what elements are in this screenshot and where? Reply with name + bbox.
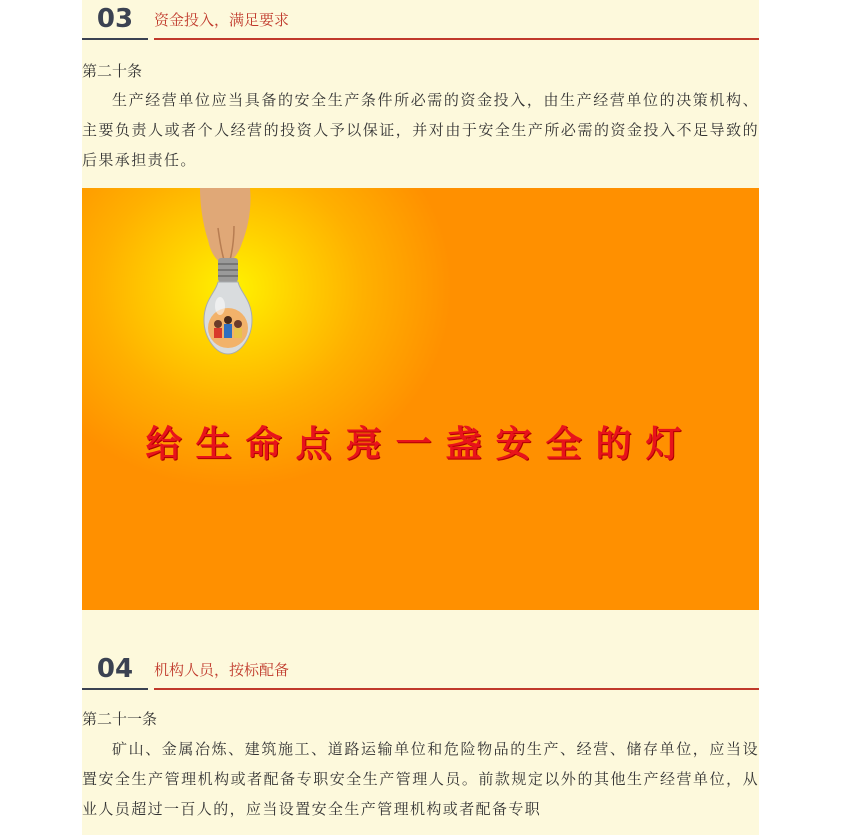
safety-banner-image [82, 188, 759, 610]
article-body-21: 矿山、金属冶炼、建筑施工、道路运输单位和危险物品的生产、经营、储存单位，应当设置安全生产管理机构或者配备专职安全生产管理人员。前款规定以外的其他生产经营单位，从业人员超过一百人的，应当设置安全生产管理机构或者配备专职 [82, 740, 759, 818]
section-header-03 [82, 0, 759, 44]
article-body-20: 生产经营单位应当具备的安全生产条件所必需的资金投入，由生产经营单位的决策机构、主要负责人或者个人经营的投资人予以保证，并对由于安全生产所必需的资金投入不足导致的后果承担责任。 [82, 91, 759, 169]
article-label-20: 第二十条 [82, 62, 143, 80]
article-column [82, 0, 759, 835]
section-title: 机构人员，按标配备 [154, 650, 759, 690]
banner-slogan: 给生命点亮一盏安全的灯 [145, 424, 696, 465]
hand-lightbulb-icon [190, 188, 270, 358]
section-header-04 [82, 650, 759, 694]
section-number: 03 [82, 0, 148, 40]
article-label-21: 第二十一条 [82, 710, 158, 728]
section-number: 04 [82, 650, 148, 690]
section-title: 资金投入，满足要求 [154, 0, 759, 40]
